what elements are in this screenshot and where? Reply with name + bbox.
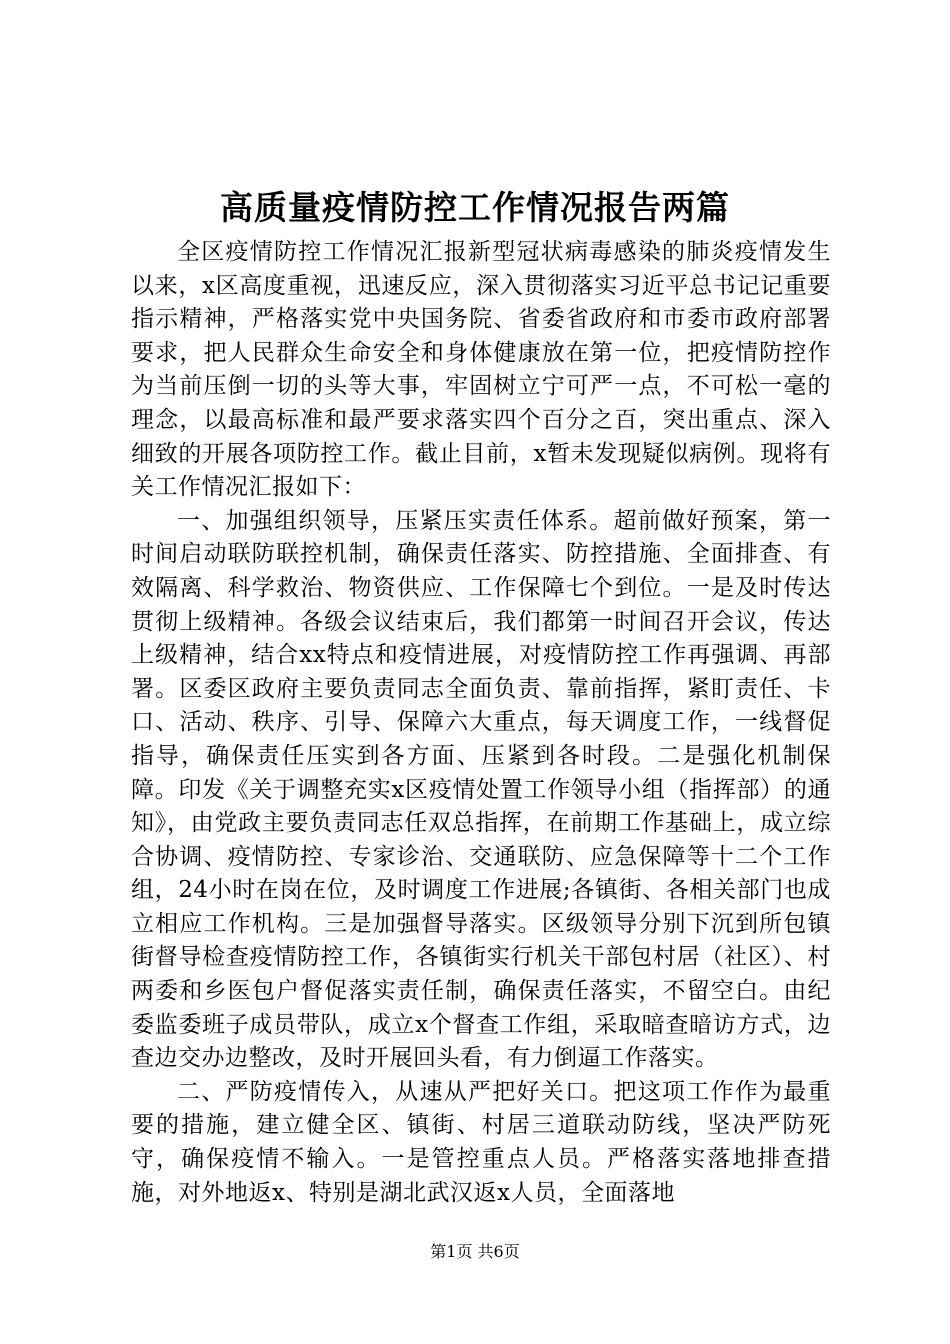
paragraph-intro: 全区疫情防控工作情况汇报新型冠状病毒感染的肺炎疫情发生以来，x区高度重视，迅速反应，深入贯彻落实习近平总书记记重要指示精神，严格落实党中央国务院、省委省政府和市委市政府部署要求，把人民群众生命安全和身体健康放在第一位，把疫情防控作为当前压倒一切的头等大事，牢固树立宁可严一点，不可松一毫的理念，以最高标准和最严要求落实四个百分之百，突出重点、深入细致的开展各项防控工作。截止目前，x暂未发现疑似病例。现将有关工作情况汇报如下：: [131, 239, 831, 501]
document-body: [131, 236, 831, 1210]
paragraph-section-2: 二、严防疫情传入，从速从严把好关口。把这项工作作为最重要的措施，建立健全区、镇街、村居三道联动防线，坚决严防死守，确保疫情不输入。一是管控重点人员。严格落实落地排查措施，对外地返x、特别是湖北武汉返x人员，全面落地: [131, 1078, 831, 1206]
page-footer: 第1页 共6页: [430, 1242, 520, 1261]
document-title: 高质量疫情防控工作情况报告两篇: [220, 188, 730, 227]
paragraph-section-1: 一、加强组织领导，压紧压实责任体系。超前做好预案，第一时间启动联防联控机制，确保责任落实、防控措施、全面排查、有效隔离、科学救治、物资供应、工作保障七个到位。一是及时传达贯彻上级精神。各级会议结束后，我们都第一时间召开会议，传达上级精神，结合xx特点和疫情进展，对疫情防控工作再强调、再部署。区委区政府主要负责同志全面负责、靠前指挥，紧盯责任、卡口、活动、秩序、引导、保障六大重点，每天调度工作，一线督促指导，确保责任压实到各方面、压紧到各时段。二是强化机制保障。印发《关于调整充实x区疫情处置工作领导小组（指挥部）的通知》，由党政主要负责同志任双总指挥，在前期工作基础上，成立综合协调、疫情防控、专家诊治、交通联防、应急保障等十二个工作组，24小时在岗在位，及时调度工作进展;各镇街、各相关部门也成立相应工作机构。三是加强督导落实。区级领导分别下沉到所包镇街督导检查疫情防控工作，各镇街实行机关干部包村居（社区）、村两委和乡医包户督促落实责任制，确保责任落实，不留空白。由纪委监委班子成员带队，成立x个督查工作组，采取暗查暗访方式，边查边交办边整改，及时开展回头看，有力倒逼工作落实。: [131, 507, 831, 1072]
